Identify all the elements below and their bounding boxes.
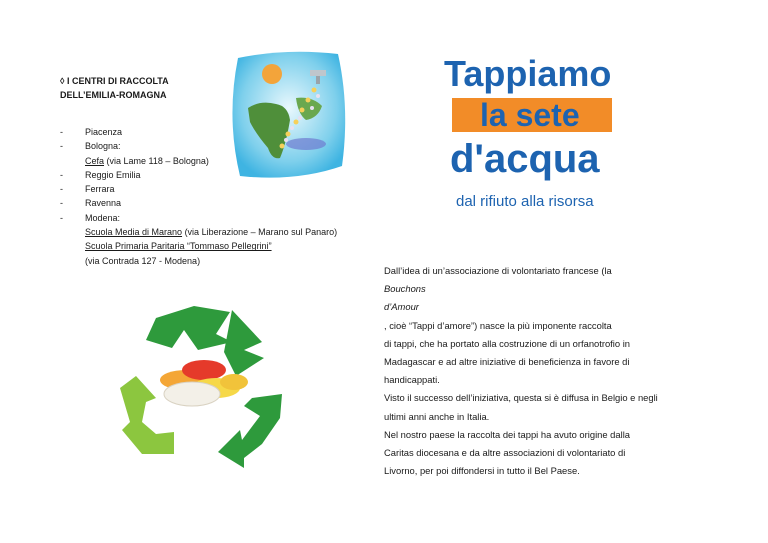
paragraph-line: Dall’idea di un’associazione di volontariato francese (la Bouchons <box>384 265 612 295</box>
paragraph-line: di tappi, che ha portato alla costruzione di un orfanotrofio in <box>384 337 630 349</box>
list-item: - Piacenza <box>60 127 123 137</box>
list-item: - Modena: Scuola Media di Marano (via Liberazione – Marano sul Panaro) Scuola Primaria Paritaria “Tommaso Pellegrini” (via Contrada 127 - Modena) <box>60 212 338 266</box>
heading-line-2: DELL’EMILIA-ROMAGNA <box>60 90 167 100</box>
logo-line-2: la sete <box>480 97 580 133</box>
paragraph-line: Visto il successo dell’iniziativa, questa si è diffusa in Belgio e negli <box>384 392 658 404</box>
center-link-pellegrini[interactable]: Scuola Primaria Paritaria “Tommaso Pellegrini” <box>85 241 272 252</box>
list-item: - Ferrara <box>60 184 115 195</box>
water-globe-illustration <box>226 48 350 184</box>
paragraph-line: Nel nostro paese la raccolta dei tappi ha avuto origine dalla <box>384 428 630 440</box>
logo-tagline: dal rifiuto alla risorsa <box>456 193 594 210</box>
center-link-marano[interactable]: Scuola Media di Marano <box>85 227 183 238</box>
tappiamo-logo <box>440 50 630 215</box>
center-link-cefa[interactable]: Cefa <box>85 155 105 166</box>
logo-line-1: Tappiamo <box>444 53 612 94</box>
list-item: - Ravenna <box>60 198 122 209</box>
paragraph-line: ultimi anni anche in Italia. <box>384 410 490 422</box>
list-item: - Reggio Emilia <box>60 169 141 180</box>
paragraph-line: Madagascar e ad altre iniziative di beneficienza in favore di <box>384 356 630 368</box>
recycle-icon <box>112 302 294 472</box>
paragraph-line: d’Amour , cioè “Tappi d’amore”) nasce la più imponente raccolta <box>384 301 612 331</box>
heading-line-1: ◊ I CENTRI DI RACCOLTA <box>60 76 169 86</box>
paragraph-line: handicappati. <box>384 374 440 386</box>
section-heading <box>60 74 169 102</box>
paragraph-line: Caritas diocesana e da altre associazioni di volontariato di <box>384 447 626 459</box>
list-item: - Bologna: Cefa (via Lame 118 – Bologna) <box>60 141 209 166</box>
logo-line-3: d'acqua <box>450 137 600 181</box>
tap-icon <box>310 70 326 76</box>
paragraph-line: Livorno, per poi diffondersi in tutto il Bel Paese. <box>384 465 580 477</box>
history-paragraph <box>384 262 698 480</box>
sun-icon <box>262 64 282 84</box>
